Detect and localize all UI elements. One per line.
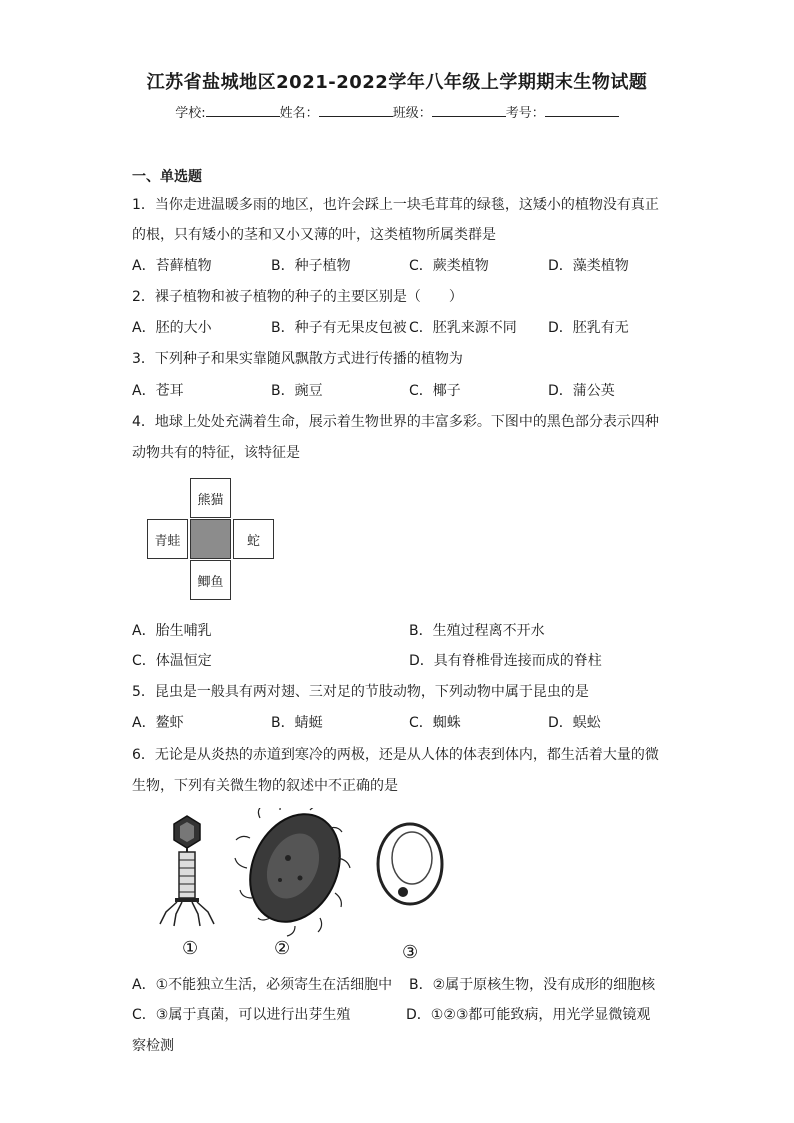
q6-stem-line2: 生物，下列有关微生物的叙述中不正确的是 bbox=[132, 778, 398, 794]
q1-stem-line1: 1．当你走进温暖多雨的地区，也许会踩上一块毛茸茸的绿毯，这矮小的植物没有真正 bbox=[132, 197, 659, 213]
q6-option-d: D．①②③都可能致病，用光学显微镜观 bbox=[406, 1007, 651, 1023]
cell-shared-feature bbox=[190, 519, 231, 559]
q3-stem: 3．下列种子和果实靠随风飘散方式进行传播的植物为 bbox=[132, 351, 463, 367]
q6-option-d-continued: 察检测 bbox=[132, 1038, 174, 1054]
q2-option-c: C．胚乳来源不同 bbox=[409, 320, 517, 336]
school-label: 学校: bbox=[175, 106, 206, 121]
label-3: ③ bbox=[402, 942, 419, 963]
bacterium-illustration bbox=[233, 808, 356, 937]
q6-option-b: B．②属于原核生物，没有成形的细胞核 bbox=[409, 977, 656, 993]
id-label: 考号： bbox=[505, 106, 545, 121]
cell-panda: 熊猫 bbox=[190, 478, 231, 518]
q3-option-c: C．椰子 bbox=[409, 383, 461, 399]
q3-option-a: A．苍耳 bbox=[132, 383, 184, 399]
school-blank bbox=[206, 104, 280, 117]
label-1: ① bbox=[182, 938, 199, 959]
id-blank bbox=[545, 104, 619, 117]
q6-stem-line1: 6．无论是从炎热的赤道到寒冷的两极，还是从人体的体表到体内，都生活着大量的微 bbox=[132, 747, 659, 763]
q2-stem: 2．裸子植物和被子植物的种子的主要区别是（ ） bbox=[132, 289, 463, 305]
name-label: 姓名： bbox=[279, 106, 319, 121]
q2-option-a: A．胚的大小 bbox=[132, 320, 212, 336]
q4-option-c: C．体温恒定 bbox=[132, 653, 212, 669]
q4-option-d: D．具有脊椎骨连接而成的脊柱 bbox=[409, 653, 602, 669]
q1-option-b: B．种子植物 bbox=[271, 258, 351, 274]
q1-option-c: C．蕨类植物 bbox=[409, 258, 489, 274]
q4-option-a: A．胎生哺乳 bbox=[132, 623, 212, 639]
q5-option-a: A．鳌虾 bbox=[132, 715, 184, 731]
q4-option-b: B．生殖过程离不开水 bbox=[409, 623, 545, 639]
q3-option-b: B．豌豆 bbox=[271, 383, 323, 399]
q5-option-c: C．蜘蛛 bbox=[409, 715, 461, 731]
q5-option-d: D．蜈蚣 bbox=[548, 715, 601, 731]
q1-option-d: D．藻类植物 bbox=[548, 258, 629, 274]
q5-option-b: B．蜻蜓 bbox=[271, 715, 323, 731]
cell-frog: 青蛙 bbox=[147, 519, 188, 559]
animal-cross-diagram bbox=[147, 478, 275, 600]
yeast-cell-illustration bbox=[378, 824, 442, 904]
q6-option-a: A．①不能独立生活，必须寄生在活细胞中 bbox=[132, 977, 393, 993]
name-blank bbox=[319, 104, 393, 117]
cell-carp: 鲫鱼 bbox=[190, 560, 231, 600]
bacteriophage-illustration bbox=[160, 816, 214, 926]
class-blank bbox=[432, 104, 506, 117]
label-2: ② bbox=[274, 938, 291, 959]
q6-option-c: C．③属于真菌，可以进行出芽生殖 bbox=[132, 1007, 351, 1023]
q1-option-a: A．苔藓植物 bbox=[132, 258, 212, 274]
q3-option-d: D．蒲公英 bbox=[548, 383, 615, 399]
page-title: 江苏省盐城地区2021-2022学年八年级上学期期末生物试题 bbox=[146, 72, 648, 93]
microorganism-figure bbox=[130, 808, 450, 968]
q4-stem-line1: 4．地球上处处充满着生命，展示着生物世界的丰富多彩。下图中的黑色部分表示四种 bbox=[132, 414, 659, 430]
q2-option-d: D．胚乳有无 bbox=[548, 320, 629, 336]
q1-stem-line2: 的根，只有矮小的茎和又小又薄的叶，这类植物所属类群是 bbox=[132, 227, 496, 243]
student-info-row bbox=[0, 102, 794, 121]
cell-snake: 蛇 bbox=[233, 519, 274, 559]
q5-stem: 5．昆虫是一般具有两对翅、三对足的节肢动物，下列动物中属于昆虫的是 bbox=[132, 684, 589, 700]
q4-stem-line2: 动物共有的特征，该特征是 bbox=[132, 445, 300, 461]
class-label: 班级： bbox=[392, 106, 432, 121]
section-heading: 一、单选题 bbox=[132, 169, 202, 185]
q2-option-b: B．种子有无果皮包被 bbox=[271, 320, 407, 336]
